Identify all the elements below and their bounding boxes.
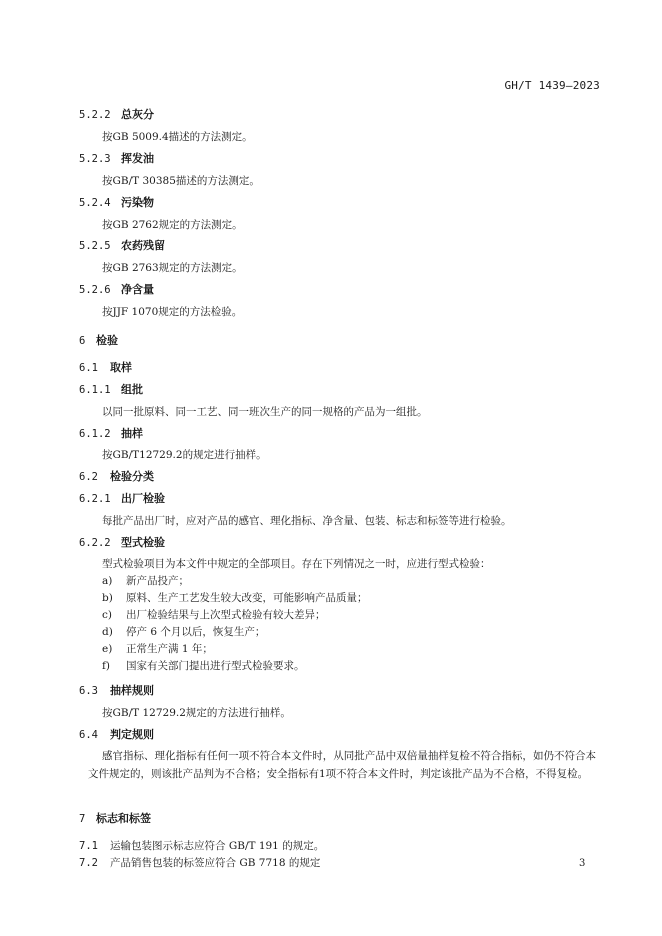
chapter-6-heading	[79, 334, 118, 348]
clause-number: 7.2	[79, 857, 98, 869]
clause-title: 取样	[110, 361, 132, 374]
clause-5-2-2-heading	[79, 108, 154, 122]
clause-title: 总灰分	[121, 108, 154, 121]
clause-5-2-6-text: 按JJF 1070规定的方法检验。	[102, 306, 243, 318]
list-item	[102, 591, 368, 605]
clause-title: 组批	[121, 383, 143, 396]
list-marker: a)	[102, 575, 113, 587]
clause-title: 污染物	[121, 196, 154, 209]
list-text: 正常生产满 1 年；	[126, 643, 213, 655]
list-item	[102, 574, 189, 588]
clause-6-1-heading	[79, 361, 132, 375]
clause-7-1	[79, 839, 324, 853]
clause-title: 抽样规则	[110, 684, 154, 697]
clause-6-1-2-heading	[79, 427, 143, 441]
list-item	[102, 659, 305, 673]
list-item	[102, 642, 213, 656]
clause-number: 6.2	[79, 471, 98, 483]
clause-number: 5.2.5	[79, 240, 111, 252]
list-marker: f)	[102, 660, 110, 672]
list-marker: d)	[102, 626, 113, 638]
list-item	[102, 625, 265, 639]
clause-title: 挥发油	[121, 152, 154, 165]
clause-number: 6.4	[79, 729, 98, 741]
clause-text: 产品销售包装的标签应符合 GB 7718 的规定	[110, 857, 321, 869]
clause-title: 净含量	[121, 283, 154, 296]
clause-5-2-2-text: 按GB 5009.4描述的方法测定。	[102, 131, 253, 143]
list-text: 原料、生产工艺发生较大改变，可能影响产品质量；	[126, 592, 368, 604]
clause-6-4-heading	[79, 728, 154, 742]
clause-title: 检验分类	[110, 470, 154, 483]
list-marker: c)	[102, 609, 112, 621]
clause-6-1-2-text: 按GB/T12729.2的规定进行抽样。	[102, 449, 267, 461]
clause-6-3-heading	[79, 684, 154, 698]
list-item	[102, 608, 326, 622]
page-number: 3	[579, 858, 586, 869]
clause-title: 型式检验	[121, 536, 165, 549]
clause-number: 7.1	[79, 840, 98, 852]
clause-5-2-6-heading	[79, 283, 154, 297]
list-marker: b)	[102, 592, 113, 604]
clause-number: 6.2.2	[79, 537, 111, 549]
clause-5-2-4-heading	[79, 196, 154, 210]
standard-code: GH/T 1439—2023	[504, 79, 600, 92]
clause-5-2-5-heading	[79, 239, 165, 253]
clause-5-2-4-text: 按GB 2762规定的方法测定。	[102, 219, 243, 231]
clause-6-3-text: 按GB/T 12729.2规定的方法进行抽样。	[102, 707, 291, 719]
list-text: 国家有关部门提出进行型式检验要求。	[126, 660, 305, 672]
clause-title: 出厂检验	[121, 492, 165, 505]
list-marker: e)	[102, 643, 113, 655]
clause-6-4-text: 感官指标、理化指标有任何一项不符合本文件时，从同批产品中双倍量抽样复检不符合指标，如仍不符合本文件规定的，则该批产品判为不合格；安全指标有1项不符合本文件时，判定该批产品为不合格，不得复检。	[88, 750, 596, 780]
clause-6-2-2-heading	[79, 536, 165, 550]
clause-5-2-3-heading	[79, 152, 154, 166]
chapter-number: 6	[79, 335, 86, 347]
clause-5-2-3-text: 按GB/T 30385描述的方法测定。	[102, 175, 260, 187]
clause-title: 农药残留	[121, 239, 165, 252]
clause-number: 5.2.4	[79, 197, 111, 209]
list-text: 新产品投产；	[126, 575, 189, 587]
clause-text: 运输包装图示标志应符合 GB/T 191 的规定。	[110, 840, 325, 852]
list-text: 出厂检验结果与上次型式检验有较大差异；	[126, 609, 326, 621]
clause-6-1-1-heading	[79, 383, 143, 397]
clause-number: 6.1.2	[79, 428, 111, 440]
clause-number: 5.2.3	[79, 153, 111, 165]
clause-6-2-2-text: 型式检验项目为本文件中规定的全部项目。存在下列情况之一时，应进行型式检验：	[102, 558, 491, 570]
clause-6-2-heading	[79, 470, 154, 484]
clause-number: 5.2.2	[79, 109, 111, 121]
chapter-title: 标志和标签	[96, 812, 151, 825]
clause-number: 6.1	[79, 362, 98, 374]
clause-5-2-5-text: 按GB 2763规定的方法测定。	[102, 262, 243, 274]
chapter-number: 7	[79, 813, 86, 825]
list-text: 停产 6 个月以后，恢复生产；	[126, 626, 266, 638]
chapter-7-heading	[79, 812, 151, 826]
clause-title: 抽样	[121, 427, 143, 440]
clause-title: 判定规则	[110, 728, 154, 741]
clause-number: 6.1.1	[79, 384, 111, 396]
clause-number: 6.3	[79, 685, 98, 697]
clause-7-2	[79, 856, 320, 870]
clause-6-2-1-heading	[79, 492, 165, 506]
chapter-title: 检验	[96, 334, 118, 347]
clause-6-1-1-text: 以同一批原料、同一工艺、同一班次生产的同一规格的产品为一组批。	[102, 406, 428, 418]
clause-6-2-1-text: 每批产品出厂时，应对产品的感官、理化指标、净含量、包装、标志和标签等进行检验。	[102, 515, 512, 527]
clause-number: 5.2.6	[79, 284, 111, 296]
clause-number: 6.2.1	[79, 493, 111, 505]
